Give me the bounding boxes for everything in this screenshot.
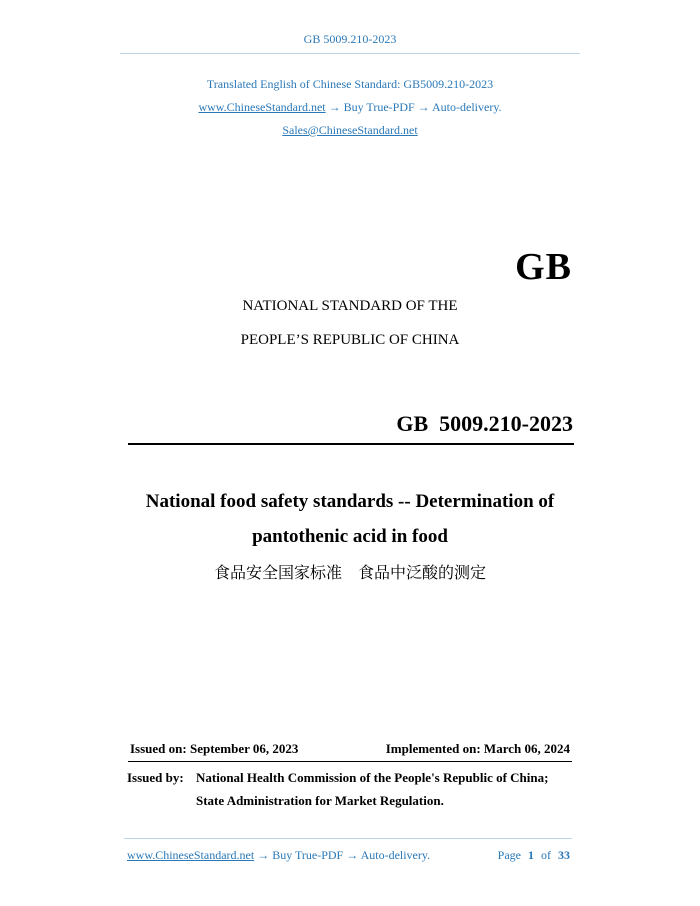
national-standard-line-2: PEOPLE’S REPUBLIC OF CHINA: [240, 332, 460, 348]
issued-date: Issued on: September 06, 2023: [130, 741, 299, 756]
footer-buy-text: → Buy True-PDF → Auto-delivery.: [257, 848, 431, 862]
buy-text: → Buy True-PDF → Auto-delivery.: [328, 100, 502, 114]
footer-link-line: [127, 848, 430, 863]
footer-divider: [124, 838, 572, 839]
footer-site-link[interactable]: www.ChineseStandard.net: [127, 848, 255, 862]
implemented-date: Implemented on: March 06, 2024: [385, 741, 570, 756]
email-link[interactable]: Sales@ChineseStandard.net: [282, 123, 418, 137]
page-number: 1: [528, 848, 534, 862]
title-english-line-2: pantothenic acid in food: [252, 526, 448, 547]
issuer-line-1: National Health Commission of the People's Republic of China;: [196, 770, 549, 785]
issued-by-label: Issued by:: [127, 770, 184, 785]
issuer-line-2: State Administration for Market Regulation.: [196, 793, 444, 808]
running-header-title: GB 5009.210-2023: [303, 32, 397, 46]
gb-logo: GB: [515, 246, 572, 288]
page-total: 33: [558, 848, 570, 862]
header-divider: [120, 53, 580, 54]
national-standard-line-1: NATIONAL STANDARD OF THE: [242, 298, 458, 314]
page-indicator: [498, 848, 570, 863]
standard-number-rule: [128, 443, 574, 445]
of-label: of: [541, 848, 551, 862]
title-english-line-1: National food safety standards -- Determination of: [145, 491, 555, 512]
standard-number: GB 5009.210-2023: [396, 411, 573, 436]
email-line: [0, 123, 700, 138]
translation-note: Translated English of Chinese Standard: GB5009.210-2023: [206, 77, 494, 91]
header-link-line: [0, 100, 700, 115]
dates-rule: [128, 761, 572, 762]
page-label: Page: [497, 848, 521, 862]
title-chinese: 食品安全国家标准 食品中泛酸的测定: [213, 563, 486, 582]
site-link[interactable]: www.ChineseStandard.net: [198, 100, 326, 114]
